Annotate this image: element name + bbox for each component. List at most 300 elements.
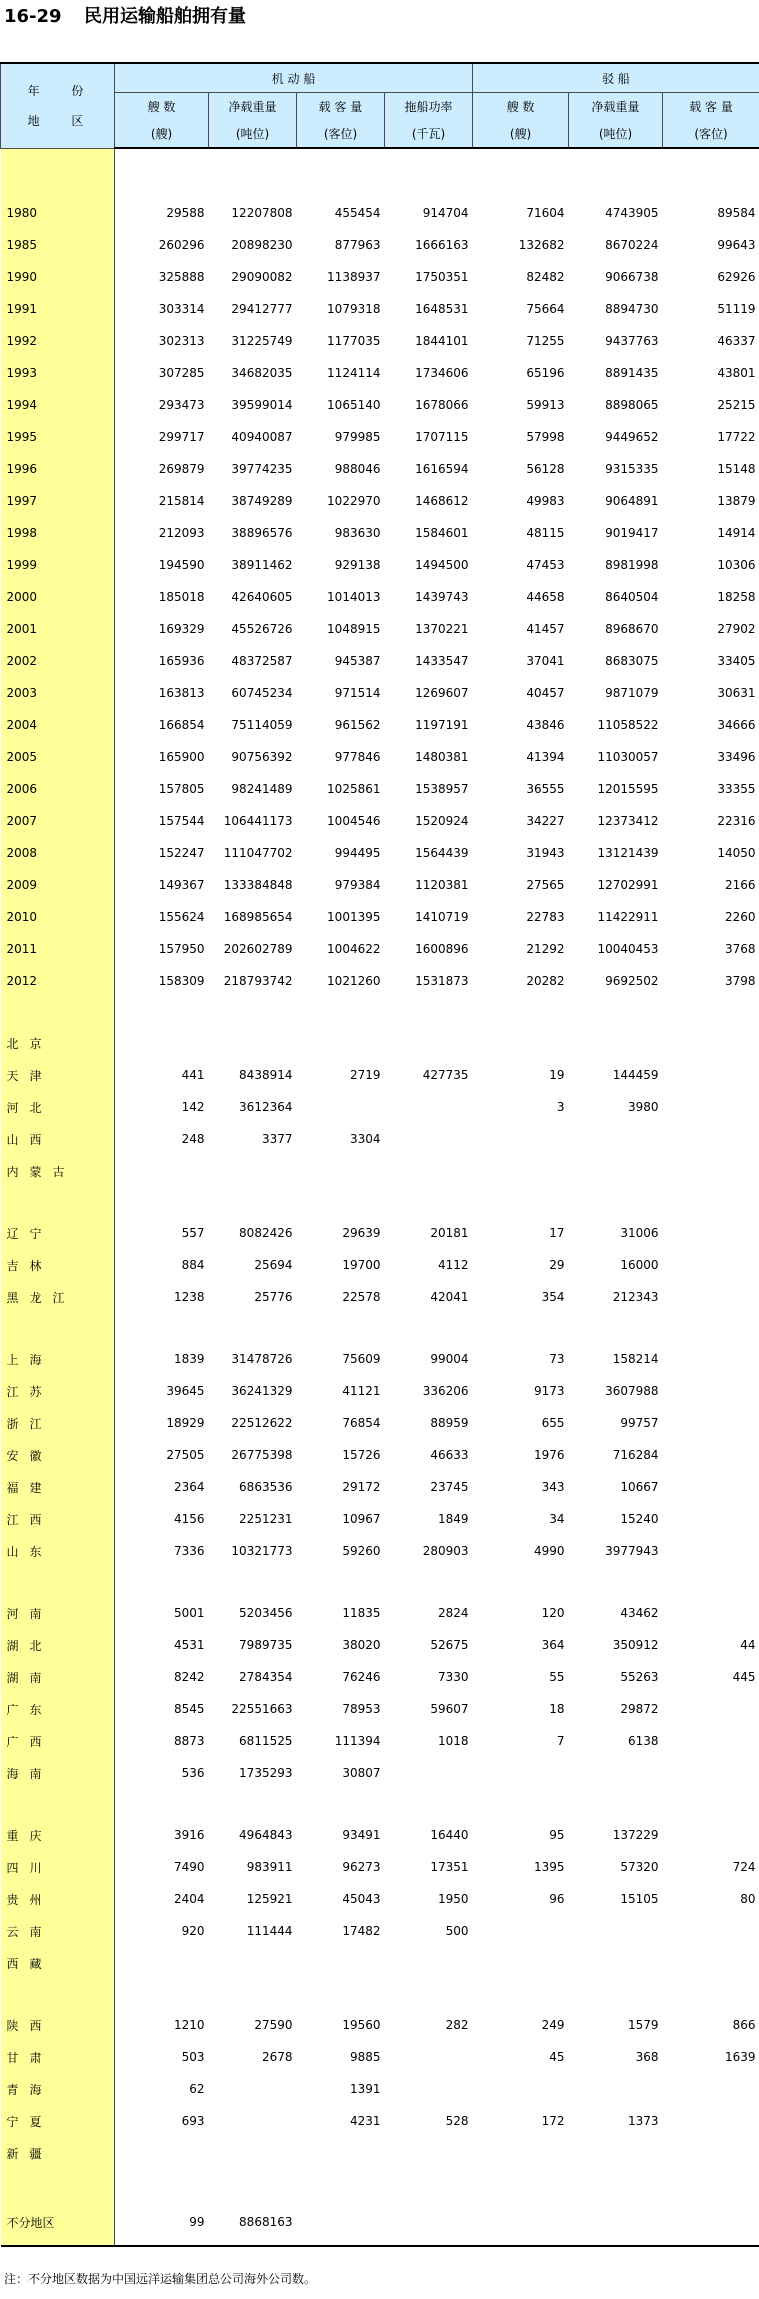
value-cell: 218793742: [223, 974, 293, 988]
region-label: 北京: [1, 1027, 115, 1059]
value-cell: 2784354: [239, 1670, 293, 1684]
value-cell: 14050: [717, 846, 756, 860]
value-cell: [569, 1757, 663, 1789]
value-cell: 1564439: [415, 846, 469, 860]
value-cell: 979384: [334, 878, 381, 892]
value-cell: 8082426: [239, 1226, 293, 1240]
value-cell: 248: [181, 1132, 205, 1146]
value-cell: 29639: [342, 1226, 381, 1240]
region-label: 山西: [1, 1123, 115, 1155]
value-cell: 73: [549, 1352, 565, 1366]
column-header: 载 客 量: [663, 93, 759, 120]
value-cell: 71255: [526, 334, 565, 348]
region-label: 福建: [1, 1471, 115, 1503]
value-cell: 8968670: [605, 622, 659, 636]
value-cell: 78953: [342, 1702, 381, 1716]
value-cell: 269879: [158, 462, 205, 476]
region-row: [1, 1343, 759, 1375]
value-cell: [663, 1725, 759, 1757]
value-cell: 39774235: [231, 462, 293, 476]
value-cell: 30807: [342, 1766, 381, 1780]
region-row: [1, 1725, 759, 1757]
group-header-barge: 驳 船: [473, 63, 759, 93]
value-cell: 71604: [526, 206, 565, 220]
value-cell: 1410719: [415, 910, 469, 924]
value-cell: 59260: [342, 1544, 381, 1558]
year-row: [1, 485, 759, 517]
region-row: [1, 2073, 759, 2105]
empty-cell: [297, 1313, 385, 1343]
value-cell: 1373: [627, 2114, 659, 2128]
value-cell: 7336: [173, 1544, 205, 1558]
value-cell: 96: [549, 1892, 565, 1906]
region-label: 浙江: [1, 1407, 115, 1439]
value-cell: 48115: [526, 526, 565, 540]
year-row: [1, 389, 759, 421]
value-cell: 1269607: [415, 686, 469, 700]
spacer-label-cell: [1, 2169, 115, 2199]
value-cell: 75664: [526, 302, 565, 316]
value-cell: [209, 1155, 297, 1187]
region-row: [1, 1217, 759, 1249]
value-cell: 455454: [334, 206, 381, 220]
value-cell: 427735: [422, 1068, 469, 1082]
value-cell: 27590: [254, 2018, 293, 2032]
region-label: 广西: [1, 1725, 115, 1757]
value-cell: 29412777: [231, 302, 293, 316]
empty-cell: [297, 1789, 385, 1819]
value-cell: 37041: [526, 654, 565, 668]
region-row: [1, 1091, 759, 1123]
value-cell: 23745: [430, 1480, 469, 1494]
value-cell: 9315335: [605, 462, 659, 476]
region-label: 海南: [1, 1757, 115, 1789]
empty-cell: [569, 1979, 663, 2009]
value-cell: 1468612: [415, 494, 469, 508]
empty-cell: [569, 1313, 663, 1343]
value-cell: 8242: [173, 1670, 205, 1684]
year-label: 2002: [1, 645, 115, 677]
empty-cell: [569, 997, 663, 1027]
empty-cell: [473, 2169, 569, 2199]
value-cell: 1021260: [327, 974, 381, 988]
year-label: 2003: [1, 677, 115, 709]
value-cell: 99004: [430, 1352, 469, 1366]
value-cell: 25776: [254, 1290, 293, 1304]
corner-region-label: 地 区: [27, 113, 98, 128]
region-label: 四川: [1, 1851, 115, 1883]
empty-cell: [209, 1313, 297, 1343]
region-row: [1, 1947, 759, 1979]
year-label: 1998: [1, 517, 115, 549]
value-cell: [569, 1123, 663, 1155]
region-label: 吉林: [1, 1249, 115, 1281]
region-row: [1, 1123, 759, 1155]
value-cell: 9066738: [605, 270, 659, 284]
value-cell: 1004546: [327, 814, 381, 828]
value-cell: 165900: [158, 750, 205, 764]
value-cell: 9064891: [605, 494, 659, 508]
value-cell: 111047702: [223, 846, 293, 860]
value-cell: 76246: [342, 1670, 381, 1684]
value-cell: 22551663: [231, 1702, 293, 1716]
empty-cell: [385, 1979, 473, 2009]
value-cell: 1210: [173, 2018, 205, 2032]
value-cell: 45: [549, 2050, 565, 2064]
value-cell: 149367: [158, 878, 205, 892]
spacer-row: [1, 997, 759, 1027]
region-row: [1, 2009, 759, 2041]
spacer-label-cell: [1, 1187, 115, 1217]
empty-cell: [385, 1789, 473, 1819]
value-cell: 38020: [342, 1638, 381, 1652]
value-cell: 29: [549, 1258, 565, 1272]
value-cell: 11835: [342, 1606, 381, 1620]
empty-cell: [663, 997, 759, 1027]
value-cell: 3798: [724, 974, 756, 988]
value-cell: 34682035: [231, 366, 293, 380]
value-cell: 51119: [717, 302, 756, 316]
region-row: [1, 1629, 759, 1661]
year-row: [1, 293, 759, 325]
value-cell: 8891435: [605, 366, 659, 380]
value-cell: 354: [541, 1290, 565, 1304]
empty-cell: [663, 1313, 759, 1343]
value-cell: 17722: [717, 430, 756, 444]
value-cell: 8683075: [605, 654, 659, 668]
value-cell: 7: [556, 1734, 565, 1748]
value-cell: 1439743: [415, 590, 469, 604]
table-title: 民用运输船舶拥有量: [84, 6, 246, 27]
value-cell: 137229: [612, 1828, 659, 1842]
region-label: 湖北: [1, 1629, 115, 1661]
value-cell: 56128: [526, 462, 565, 476]
spacer-row: [1, 1979, 759, 2009]
value-cell: 9173: [533, 1384, 565, 1398]
year-label: 2012: [1, 965, 115, 997]
value-cell: 125921: [246, 1892, 293, 1906]
region-row: [1, 1027, 759, 1059]
value-cell: 88959: [430, 1416, 469, 1430]
value-cell: 1849: [437, 1512, 469, 1526]
year-label: 2000: [1, 581, 115, 613]
corner-header: [1, 63, 115, 148]
value-cell: [663, 2073, 759, 2105]
value-cell: 25694: [254, 1258, 293, 1272]
corner-year-label: 年 份: [27, 83, 98, 98]
year-label: 2007: [1, 805, 115, 837]
empty-cell: [385, 997, 473, 1027]
region-label: 宁夏: [1, 2105, 115, 2137]
value-cell: 42041: [430, 1290, 469, 1304]
year-row: [1, 197, 759, 229]
value-cell: 60745234: [231, 686, 293, 700]
value-cell: 144459: [612, 1068, 659, 1082]
table-number: 16-29: [4, 6, 62, 27]
year-label: 1996: [1, 453, 115, 485]
value-cell: 1678066: [415, 398, 469, 412]
value-cell: 30631: [717, 686, 756, 700]
value-cell: 13121439: [597, 846, 659, 860]
value-cell: 8868163: [209, 2199, 297, 2246]
region-row: [1, 1915, 759, 1947]
value-cell: 25215: [717, 398, 756, 412]
value-cell: [663, 1597, 759, 1629]
value-cell: 29588: [166, 206, 205, 220]
value-cell: 1579: [627, 2018, 659, 2032]
value-cell: 15148: [717, 462, 756, 476]
year-label: 2009: [1, 869, 115, 901]
value-cell: 40457: [526, 686, 565, 700]
spacer-row: [1, 2169, 759, 2199]
value-cell: 1639: [724, 2050, 756, 2064]
year-label: 2001: [1, 613, 115, 645]
value-cell: 212343: [612, 1290, 659, 1304]
region-row: [1, 1757, 759, 1789]
value-cell: 336206: [422, 1384, 469, 1398]
value-cell: 1584601: [415, 526, 469, 540]
year-row: [1, 325, 759, 357]
year-row: [1, 613, 759, 645]
empty-cell: [115, 1187, 209, 1217]
value-cell: 17351: [430, 1860, 469, 1874]
value-cell: [663, 1947, 759, 1979]
value-cell: 44: [740, 1638, 756, 1652]
value-cell: 12207808: [231, 206, 293, 220]
value-cell: 45526726: [231, 622, 293, 636]
value-cell: 9449652: [605, 430, 659, 444]
value-cell: [473, 1123, 569, 1155]
value-cell: 3768: [724, 942, 756, 956]
value-cell: 1480381: [415, 750, 469, 764]
value-cell: [297, 1155, 385, 1187]
value-cell: 57998: [526, 430, 565, 444]
value-cell: 971514: [334, 686, 381, 700]
value-cell: 1844101: [415, 334, 469, 348]
value-cell: 55263: [620, 1670, 659, 1684]
value-cell: [663, 1217, 759, 1249]
value-cell: 716284: [612, 1448, 659, 1462]
region-label: 辽宁: [1, 1217, 115, 1249]
value-cell: 106441173: [223, 814, 293, 828]
value-cell: 11422911: [597, 910, 659, 924]
year-label: 1992: [1, 325, 115, 357]
value-cell: 3304: [349, 1132, 381, 1146]
value-cell: 445: [732, 1670, 756, 1684]
empty-cell: [115, 997, 209, 1027]
region-row: [1, 1375, 759, 1407]
value-cell: [297, 1027, 385, 1059]
value-cell: 503: [181, 2050, 205, 2064]
value-cell: [663, 1343, 759, 1375]
value-cell: 75114059: [231, 718, 293, 732]
value-cell: 8670224: [605, 238, 659, 252]
value-cell: 168985654: [223, 910, 293, 924]
value-cell: 34666: [717, 718, 756, 732]
region-label: 河北: [1, 1091, 115, 1123]
empty-cell: [569, 1789, 663, 1819]
value-cell: 8438914: [239, 1068, 293, 1082]
value-cell: 20898230: [231, 238, 293, 252]
value-cell: 18929: [166, 1416, 205, 1430]
value-cell: 212093: [158, 526, 205, 540]
value-cell: 1138937: [327, 270, 381, 284]
value-cell: 22783: [526, 910, 565, 924]
column-unit: (客位): [297, 119, 385, 148]
empty-cell: [297, 1187, 385, 1217]
value-cell: [473, 2199, 569, 2246]
value-cell: 55: [549, 1670, 565, 1684]
value-cell: 12373412: [597, 814, 659, 828]
region-row: [1, 1883, 759, 1915]
empty-cell: [209, 2169, 297, 2199]
column-header: 净载重量: [569, 93, 663, 120]
value-cell: [569, 1947, 663, 1979]
value-cell: 364: [541, 1638, 565, 1652]
value-cell: 3: [556, 1100, 565, 1114]
value-cell: [385, 2073, 473, 2105]
year-row: [1, 453, 759, 485]
value-cell: [473, 2137, 569, 2169]
value-cell: 36241329: [231, 1384, 293, 1398]
empty-cell: [209, 1789, 297, 1819]
value-cell: 1839: [173, 1352, 205, 1366]
value-cell: 46633: [430, 1448, 469, 1462]
value-cell: 18258: [717, 590, 756, 604]
value-cell: [115, 1155, 209, 1187]
region-label: 安徽: [1, 1439, 115, 1471]
value-cell: 988046: [334, 462, 381, 476]
year-label: 2006: [1, 773, 115, 805]
spacer-label-cell: [1, 1567, 115, 1597]
value-cell: [663, 1281, 759, 1313]
region-label: 西藏: [1, 1947, 115, 1979]
value-cell: 4990: [533, 1544, 565, 1558]
year-row: [1, 357, 759, 389]
empty-cell: [663, 2169, 759, 2199]
value-cell: 41394: [526, 750, 565, 764]
value-cell: 95: [549, 1828, 565, 1842]
value-cell: [297, 2137, 385, 2169]
empty-cell: [473, 1187, 569, 1217]
empty-cell: [297, 2169, 385, 2199]
value-cell: [569, 1027, 663, 1059]
value-cell: [297, 1091, 385, 1123]
value-cell: 10967: [342, 1512, 381, 1526]
table-header: [1, 63, 759, 148]
value-cell: 1433547: [415, 654, 469, 668]
region-row: [1, 1407, 759, 1439]
value-cell: 20282: [526, 974, 565, 988]
value-cell: 15105: [620, 1892, 659, 1906]
value-cell: 33355: [717, 782, 756, 796]
year-row: [1, 261, 759, 293]
column-unit: (千瓦): [385, 119, 473, 148]
region-label: 贵州: [1, 1883, 115, 1915]
value-cell: [663, 1535, 759, 1567]
value-cell: 11058522: [597, 718, 659, 732]
empty-cell: [115, 1789, 209, 1819]
value-cell: 961562: [334, 718, 381, 732]
year-row: [1, 549, 759, 581]
value-cell: 557: [181, 1226, 205, 1240]
value-cell: [473, 1155, 569, 1187]
value-cell: 215814: [158, 494, 205, 508]
region-label: 江西: [1, 1503, 115, 1535]
empty-cell: [569, 1567, 663, 1597]
value-cell: 185018: [158, 590, 205, 604]
value-cell: 303314: [158, 302, 205, 316]
value-cell: 12015595: [597, 782, 659, 796]
value-cell: 111444: [246, 1924, 293, 1938]
value-cell: 877963: [334, 238, 381, 252]
value-cell: 368: [635, 2050, 659, 2064]
value-cell: 166854: [158, 718, 205, 732]
value-cell: 43846: [526, 718, 565, 732]
value-cell: 42640605: [231, 590, 293, 604]
value-cell: 46337: [717, 334, 756, 348]
region-row: [1, 1819, 759, 1851]
value-cell: [473, 1757, 569, 1789]
value-cell: 5203456: [239, 1606, 293, 1620]
year-row: [1, 517, 759, 549]
region-row: [1, 1281, 759, 1313]
value-cell: 155624: [158, 910, 205, 924]
value-cell: 93491: [342, 1828, 381, 1842]
empty-cell: [569, 1187, 663, 1217]
empty-cell: [663, 1979, 759, 2009]
year-row: [1, 581, 759, 613]
value-cell: 3607988: [605, 1384, 659, 1398]
empty-cell: [209, 997, 297, 1027]
spacer-row: [1, 1187, 759, 1217]
value-cell: 7490: [173, 1860, 205, 1874]
value-cell: 89584: [717, 206, 756, 220]
value-cell: 99643: [717, 238, 756, 252]
value-cell: [569, 1915, 663, 1947]
value-cell: 1950: [437, 1892, 469, 1906]
page-title: [4, 4, 246, 30]
value-cell: 31225749: [231, 334, 293, 348]
year-row: [1, 229, 759, 261]
empty-cell: [297, 1567, 385, 1597]
value-cell: 158214: [612, 1352, 659, 1366]
value-cell: 99757: [620, 1416, 659, 1430]
value-cell: 2260: [724, 910, 756, 924]
value-cell: [385, 1947, 473, 1979]
column-unit: (艘): [115, 119, 209, 148]
value-cell: 3916: [173, 1828, 205, 1842]
year-label: 1993: [1, 357, 115, 389]
value-cell: 19700: [342, 1258, 381, 1272]
value-cell: 59607: [430, 1702, 469, 1716]
region-label: 天津: [1, 1059, 115, 1091]
value-cell: [385, 1155, 473, 1187]
value-cell: 3612364: [239, 1100, 293, 1114]
empty-cell: [209, 1187, 297, 1217]
value-cell: 1734606: [415, 366, 469, 380]
empty-cell: [663, 1789, 759, 1819]
region-label: 黑龙江: [1, 1281, 115, 1313]
region-label: 重庆: [1, 1819, 115, 1851]
value-cell: 82482: [526, 270, 565, 284]
value-cell: 4156: [173, 1512, 205, 1526]
value-cell: [569, 1155, 663, 1187]
value-cell: 350912: [612, 1638, 659, 1652]
empty-cell: [209, 1567, 297, 1597]
value-cell: 21292: [526, 942, 565, 956]
value-cell: 1494500: [415, 558, 469, 572]
